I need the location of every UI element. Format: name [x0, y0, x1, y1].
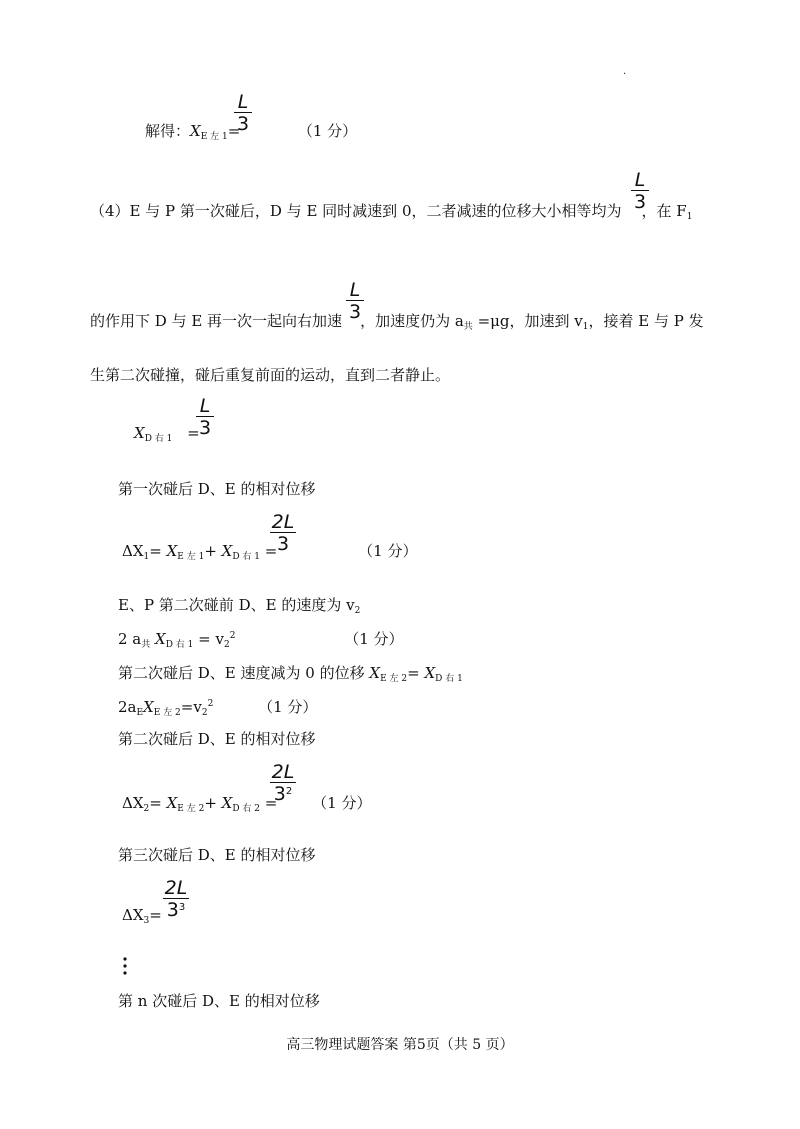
sub: E 左 2 [177, 804, 205, 814]
text: ΔX [122, 794, 144, 812]
text: ，加速度仍为 a [360, 312, 464, 330]
text: ΔX [122, 906, 144, 924]
sub: 2 [201, 708, 208, 718]
den-base: 3 [166, 899, 179, 921]
text: ，接着 E 与 P 发 [588, 312, 704, 330]
text: （4）E 与 P 第一次碰后，D 与 E 同时减速到 0，二者减速的位移大小相等均为 [90, 202, 622, 220]
var: X [166, 794, 178, 812]
var: X [221, 794, 233, 812]
num: 2L [271, 511, 295, 533]
den: 3 [346, 300, 364, 322]
eq: = [149, 906, 162, 924]
text: ，在 F [641, 202, 687, 220]
var: X [134, 424, 145, 442]
deceleration-displacement-line [118, 662, 463, 683]
sup: 2 [207, 699, 214, 709]
num: 2L [271, 761, 295, 783]
num: L [349, 279, 361, 301]
sub: D 右 1 [435, 674, 463, 684]
paragraph-4-line-3: 生第二次碰撞，碰后重复前面的运动，直到二者静止。 [90, 366, 451, 384]
num: L [199, 395, 211, 417]
sub: 3 [143, 916, 150, 926]
xd-right-1-line [134, 424, 200, 442]
delta-x3-equation [122, 906, 162, 924]
sub: D 右 1 [232, 552, 261, 562]
relative-displacement-1-title: 第一次碰后 D、E 的相对位移 [118, 480, 316, 498]
sub: D 右 1 [165, 640, 194, 650]
eq: = [407, 664, 425, 682]
page-mark: . [623, 66, 627, 77]
den-exp: 2 [285, 786, 293, 797]
var: X [369, 664, 381, 682]
sub: E 左 1 [177, 552, 205, 562]
sub: 1 [143, 552, 150, 562]
score: （1 分） [258, 698, 318, 716]
sub: E 左 2 [380, 674, 408, 684]
eq: =v [180, 698, 202, 716]
den: 3 [631, 190, 649, 212]
fraction-l-over-3 [631, 170, 649, 212]
sub: 1 [582, 322, 589, 332]
var: X [221, 542, 233, 560]
eq: = [260, 542, 278, 560]
text: + [204, 794, 222, 812]
sub: E 左 2 [153, 708, 181, 718]
relative-displacement-3-title: 第三次碰后 D、E 的相对位移 [118, 846, 316, 864]
delta-x2-equation [122, 792, 371, 813]
fraction-2l-over-3-squared [270, 762, 296, 804]
eq: = v [193, 630, 224, 648]
equation-2a-xd [118, 628, 404, 649]
fraction-l-over-3 [234, 92, 252, 134]
eq: = [227, 122, 241, 140]
eq: = [260, 794, 278, 812]
sub: 2 [354, 606, 361, 616]
text: = [149, 794, 167, 812]
sub: D 右 1 [144, 434, 173, 444]
text: E、P 第二次碰前 D、E 的速度为 v [118, 596, 355, 614]
score: （1 分） [358, 542, 418, 560]
relative-displacement-n-title: 第 n 次碰后 D、E 的相对位移 [118, 992, 320, 1010]
sub: 共 [463, 322, 473, 332]
text: =μg，加速到 v [472, 312, 583, 330]
var: X [166, 542, 178, 560]
sub: E [136, 708, 144, 718]
sub: 1 [686, 212, 693, 222]
den: 3 [234, 112, 252, 134]
num: L [237, 91, 249, 113]
paragraph-4-line-2 [90, 310, 704, 331]
text: 的作用下 D 与 E 再一次一起向右加速 [90, 312, 343, 330]
text: = [149, 542, 167, 560]
text: 解得： [145, 122, 191, 140]
sub: D 右 2 [232, 804, 261, 814]
var: X [424, 664, 436, 682]
den-exp: 3 [178, 902, 186, 913]
text: + [204, 542, 222, 560]
score: （1 分） [297, 122, 358, 140]
var: X [150, 630, 166, 648]
num: 2L [164, 877, 188, 899]
text: 2 a [118, 630, 142, 648]
vertical-ellipsis-icon [122, 956, 128, 980]
fraction-l-over-3 [346, 280, 364, 322]
sub: 2 [143, 804, 150, 814]
den [163, 898, 189, 920]
text: ΔX [122, 542, 144, 560]
var: X [143, 698, 154, 716]
den-base: 3 [273, 783, 286, 805]
den: 3 [196, 416, 214, 438]
speed-before-second-collision [118, 594, 360, 615]
score: （1 分） [344, 630, 404, 648]
paragraph-4-line-1 [90, 200, 692, 221]
page-footer: 高三物理试题答案 第5页（共 5 页） [286, 1037, 514, 1053]
score: （1 分） [312, 794, 372, 812]
text: 2a [118, 698, 137, 716]
sub: 2 [224, 640, 230, 650]
fraction-2l-over-3-cubed [163, 878, 189, 920]
eq: = [187, 424, 200, 442]
sup: 2 [229, 631, 236, 641]
fraction-2l-over-3 [270, 512, 296, 554]
fraction-l-over-3 [196, 396, 214, 438]
sub: E 左 1 [200, 132, 228, 142]
sub: 共 [141, 640, 151, 650]
den [270, 782, 296, 804]
equation-2ae-xe [118, 696, 317, 717]
relative-displacement-2-title: 第二次碰后 D、E 的相对位移 [118, 730, 316, 748]
vertical-ellipsis-svg [122, 956, 128, 976]
den: 3 [270, 532, 296, 554]
text: 第二次碰后 D、E 速度减为 0 的位移 [118, 664, 370, 682]
num: L [634, 169, 646, 191]
var: X [190, 122, 201, 140]
